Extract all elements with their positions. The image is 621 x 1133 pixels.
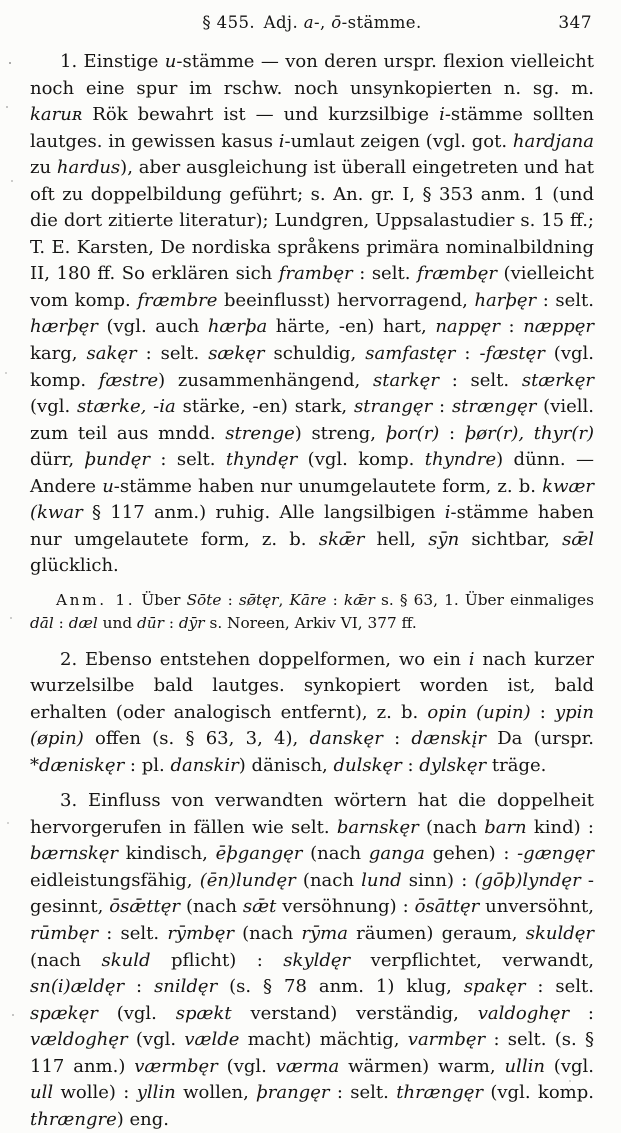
italic-term: harþęr xyxy=(474,289,537,311)
italic-term: opin (upin) xyxy=(427,701,531,723)
italic-term: *dæniskęr xyxy=(30,754,125,776)
italic-term: nappęr xyxy=(435,316,500,338)
text-run: (vgl. xyxy=(544,1055,595,1077)
italic-term: u xyxy=(102,475,114,497)
text-run: : selt. xyxy=(536,289,594,311)
italic-term: ōsāttęr xyxy=(414,896,480,918)
italic-term: spakęr xyxy=(463,976,526,998)
italic-term: sǣt xyxy=(242,896,277,918)
italic-term: i xyxy=(468,648,475,670)
text-run: zu xyxy=(30,157,57,179)
italic-term: u xyxy=(164,51,177,72)
italic-term: spækęr xyxy=(30,1002,98,1024)
text-run: : selt. xyxy=(329,1082,397,1104)
text-run: ), aber ausgleichung ist überall eingetreten und hat oft zu doppelbildung geführt; s. An. gr. I, § 353 anm. 1 (und die dort zitierte literatur); Lundgren, Uppsalastudier s. 15 ff.; T. E. Karsten, De nordiska språkens primära nominalbildning II, 180 ff. So erklären sich xyxy=(30,157,594,285)
italic-term: sø̄tęr xyxy=(238,590,279,609)
paragraph-2 xyxy=(30,647,594,780)
italic-term: barn xyxy=(484,816,527,838)
italic-term: danskir xyxy=(170,754,239,776)
text-run: (vgl. xyxy=(127,1029,185,1051)
italic-term: ull xyxy=(30,1082,54,1104)
italic-term: hardjana xyxy=(512,130,594,152)
italic-term: fræmbęr xyxy=(416,263,498,285)
italic-term: rȳma xyxy=(301,923,348,944)
text-run: (vgl. komp. xyxy=(297,449,425,471)
text-run: -, xyxy=(314,13,332,32)
italic-term: i xyxy=(439,104,445,126)
italic-term: i xyxy=(278,130,285,152)
italic-term: thyndre xyxy=(424,449,497,471)
text-run: träge. xyxy=(486,754,547,776)
italic-term: þundęr xyxy=(84,449,150,471)
italic-term: i xyxy=(444,502,451,524)
text-run: räumen) geraum, xyxy=(347,923,526,944)
italic-term: hardus xyxy=(56,157,121,179)
running-header xyxy=(30,12,594,34)
text-run: (nach xyxy=(179,896,243,918)
italic-term: þør(r), thyr(r) xyxy=(464,422,595,444)
italic-term: spækt xyxy=(175,1002,232,1024)
italic-term: ypin (øpin) xyxy=(30,701,594,750)
italic-term: fræmbre xyxy=(137,289,218,311)
italic-term: strenge xyxy=(225,422,295,444)
text-run: : xyxy=(569,1002,594,1024)
italic-term: skuld xyxy=(101,949,151,971)
text-run: : pl. xyxy=(124,754,171,776)
text-run: (nach xyxy=(30,949,102,971)
text-run: (vgl. xyxy=(217,1055,276,1077)
italic-term: karuʀ xyxy=(30,104,83,126)
text-run: dürr, xyxy=(30,449,85,471)
text-run: : xyxy=(124,976,155,998)
text-run: macht) mächtig, xyxy=(239,1029,408,1051)
text-run: -stämme sollten lautges. in gewissen kasus xyxy=(30,104,594,152)
text-run: Da (urspr. xyxy=(485,728,595,750)
text-run: -stämme haben nur unumgelautete form, z. b. xyxy=(113,475,543,497)
italic-term: ullin xyxy=(504,1055,545,1077)
text-run: härte, -en) hart, xyxy=(267,316,436,338)
italic-term: ēþgangęr xyxy=(215,843,303,865)
italic-term: kǣr xyxy=(343,590,375,609)
text-run: glücklich. xyxy=(30,555,119,577)
italic-term: varmbęr xyxy=(407,1029,486,1051)
text-run: 2. Ebenso entstehen doppelformen, wo ein xyxy=(60,648,469,670)
text-run: hell, xyxy=(364,528,429,550)
page-number: 347 xyxy=(558,13,592,33)
italic-term: dæl xyxy=(68,613,98,632)
text-run: -stämme — von deren urspr. flexion vielleicht noch eine spur im rschw. noch unsynkopierten n. sg. m. xyxy=(30,51,594,99)
italic-term: skuldęr xyxy=(525,923,594,944)
text-run: 1. Einstige xyxy=(60,51,165,72)
text-run: Rök bewahrt ist — und kurzsilbige xyxy=(82,104,440,126)
italic-term: hærþęr xyxy=(30,316,98,338)
italic-term: dylskęr xyxy=(419,754,487,776)
italic-term: dūr xyxy=(137,613,164,632)
italic-term: sakęr xyxy=(86,343,137,365)
scan-artifacts xyxy=(9,62,11,64)
text-run: s. Noreen, Arkiv VI, 377 ff. xyxy=(204,613,417,632)
text-run: : selt. xyxy=(149,449,226,471)
italic-term: strængęr xyxy=(451,396,537,418)
italic-term: sækęr xyxy=(208,343,265,365)
text-run: ) dänisch, xyxy=(238,754,334,776)
text-run: eidleistungsfähig, xyxy=(30,869,200,891)
text-run: (viell. zum teil aus mndd. xyxy=(30,396,595,444)
text-run: nach kurzer wurzelsilbe bald lautges. synkopiert worden ist, bald erhalten (oder analogisch entfernt), z. b. xyxy=(30,648,594,723)
italic-term: ganga xyxy=(368,843,425,865)
italic-term: dulskęr xyxy=(333,754,402,776)
italic-term: -gængęr xyxy=(517,843,594,865)
text-run: (s. § 78 anm. 1) klug, xyxy=(217,976,464,998)
text-run: wollen, xyxy=(175,1082,257,1104)
italic-term: (ēn)lundęr xyxy=(199,869,296,891)
text-run: : xyxy=(221,590,239,609)
text-run: § 455. Adj. xyxy=(202,13,304,32)
text-run: -stämme. xyxy=(341,13,422,32)
italic-term: -fæstęr xyxy=(479,343,545,365)
text-run: versöhnung) : xyxy=(276,896,415,918)
italic-term: rūmbęr xyxy=(30,923,99,944)
italic-term: rȳmbęr xyxy=(167,923,234,944)
text-run: stärke, -en) stark, xyxy=(175,396,354,418)
text-run: (nach xyxy=(418,816,485,838)
text-run: schuldig, xyxy=(264,343,366,365)
italic-term: (gōþ)lyndęr xyxy=(474,869,581,891)
text-run: : selt. (s. § 117 anm.) xyxy=(30,1029,595,1077)
italic-term: bærnskęr xyxy=(30,843,119,865)
text-run: gehen) : xyxy=(424,843,518,865)
text-run: offen (s. § 63, 3, 4), xyxy=(83,728,310,750)
italic-term: frambęr xyxy=(278,263,353,285)
text-run: : selt. xyxy=(352,263,417,285)
italic-term: barnskęr xyxy=(336,816,419,838)
text-run: : xyxy=(326,590,344,609)
italic-term: thyndęr xyxy=(225,449,298,471)
text-run: kind) : xyxy=(526,816,594,838)
text-run: : selt. xyxy=(136,343,209,365)
italic-term: stærkęr xyxy=(521,369,594,391)
italic-term: Kāre xyxy=(289,590,327,609)
text-run: s. § 63, 1. Über einmaliges xyxy=(374,590,594,609)
text-run: (vgl. auch xyxy=(97,316,208,338)
italic-term: samfastęr xyxy=(365,343,456,365)
text-run: , xyxy=(278,590,290,609)
text-run: (vgl. xyxy=(30,396,78,418)
paragraph-3 xyxy=(30,788,594,1133)
text-run: : xyxy=(499,316,524,338)
text-run: : selt. xyxy=(525,976,595,998)
italic-term: dāl xyxy=(30,613,54,632)
section-title xyxy=(202,13,421,32)
text-run: verpflichtet, verwandt, xyxy=(350,949,594,971)
text-run: (nach xyxy=(302,843,369,865)
italic-term: værma xyxy=(275,1055,340,1077)
text-run: sinn) : xyxy=(401,869,475,891)
text-run: beeinflusst) hervorragend, xyxy=(217,289,475,311)
paragraph-anm-1 xyxy=(30,589,594,635)
italic-term: yllin xyxy=(136,1082,176,1104)
paragraph-1 xyxy=(30,49,594,580)
text-run: (nach xyxy=(233,923,302,944)
italic-term: þrangęr xyxy=(256,1082,330,1104)
text-run: ) dünn. — Andere xyxy=(30,449,594,497)
text-run: und xyxy=(97,613,138,632)
italic-term: næppęr xyxy=(523,316,595,338)
text-run: (vgl. komp. xyxy=(30,343,594,391)
text-run: : xyxy=(382,728,412,750)
text-run: § 117 anm.) ruhig. Alle langsilbigen xyxy=(82,502,445,524)
italic-term: danskęr xyxy=(309,728,383,750)
text-run: Über xyxy=(135,590,187,609)
text-run: (vgl. komp. xyxy=(482,1082,594,1104)
italic-term: vældoghęr xyxy=(30,1029,128,1051)
italic-term: valdoghęr xyxy=(477,1002,570,1024)
text-run: : xyxy=(439,422,465,444)
italic-term: lund xyxy=(361,869,402,891)
italic-term: a xyxy=(303,13,314,32)
italic-term: skǣr xyxy=(318,528,365,550)
text-run: ) zusammenhängend, xyxy=(158,369,373,391)
italic-term: dȳr xyxy=(178,613,205,632)
italic-term: thrængęr xyxy=(396,1082,483,1104)
text-run: : xyxy=(455,343,480,365)
text-run: : selt. xyxy=(98,923,168,944)
text-run: : xyxy=(530,701,555,723)
text-run: wärmen) warm, xyxy=(339,1055,505,1077)
italic-term: starkęr xyxy=(372,369,439,391)
italic-term: værmbęr xyxy=(134,1055,218,1077)
italic-term: sn(i)ældęr xyxy=(30,976,125,998)
text-run: 3. Einfluss von verwandten wörtern hat die doppelheit hervorgerufen in fällen wie selt. xyxy=(30,790,594,838)
text-run: : xyxy=(53,613,69,632)
text-run: (nach xyxy=(295,869,362,891)
text-run: wolle) : xyxy=(53,1082,137,1104)
italic-term: hærþa xyxy=(207,316,268,338)
text-run: (vielleicht vom komp. xyxy=(30,263,594,311)
italic-term: ō xyxy=(331,13,342,32)
italic-term: skyldęr xyxy=(283,949,351,971)
text-run: pflicht) : xyxy=(150,949,284,971)
italic-term: ōsǣttęr xyxy=(109,896,180,918)
italic-term: kwær (kwar xyxy=(30,475,594,524)
text-run: sichtbar, xyxy=(459,528,563,550)
italic-term: sǣl xyxy=(562,528,594,550)
text-run: ) streng, xyxy=(294,422,386,444)
italic-term: dænskįr xyxy=(411,728,486,750)
italic-term: Sōte xyxy=(186,590,222,609)
text-run: (vgl. xyxy=(97,1002,176,1024)
text-run: : selt. xyxy=(438,369,522,391)
text-run: unversöhnt, xyxy=(479,896,594,918)
text-run: -umlaut zeigen (vgl. got. xyxy=(284,130,513,152)
text-run: -stämme haben nur umgelautete form, z. b. xyxy=(30,502,594,550)
text-run: : xyxy=(432,396,452,418)
text-run: kindisch, xyxy=(118,843,216,865)
italic-term: fæstre xyxy=(98,369,159,391)
text-run: : xyxy=(163,613,179,632)
italic-term: þor(r) xyxy=(385,422,440,444)
text-run: verstand) verständig, xyxy=(231,1002,478,1024)
text-run: : xyxy=(401,754,420,776)
italic-term: strangęr xyxy=(354,396,433,418)
spaced-label: Anm. 1. xyxy=(56,590,136,609)
text-run: karg, xyxy=(30,343,87,365)
italic-term: thrængre xyxy=(30,1108,117,1130)
text-run: ) eng. xyxy=(116,1108,169,1130)
italic-term: vælde xyxy=(184,1029,240,1051)
italic-term: sȳn xyxy=(428,528,460,550)
italic-term: stærke, -ia xyxy=(77,396,176,418)
text-run: -gesinnt, xyxy=(30,869,594,918)
italic-term: snildęr xyxy=(154,976,218,998)
